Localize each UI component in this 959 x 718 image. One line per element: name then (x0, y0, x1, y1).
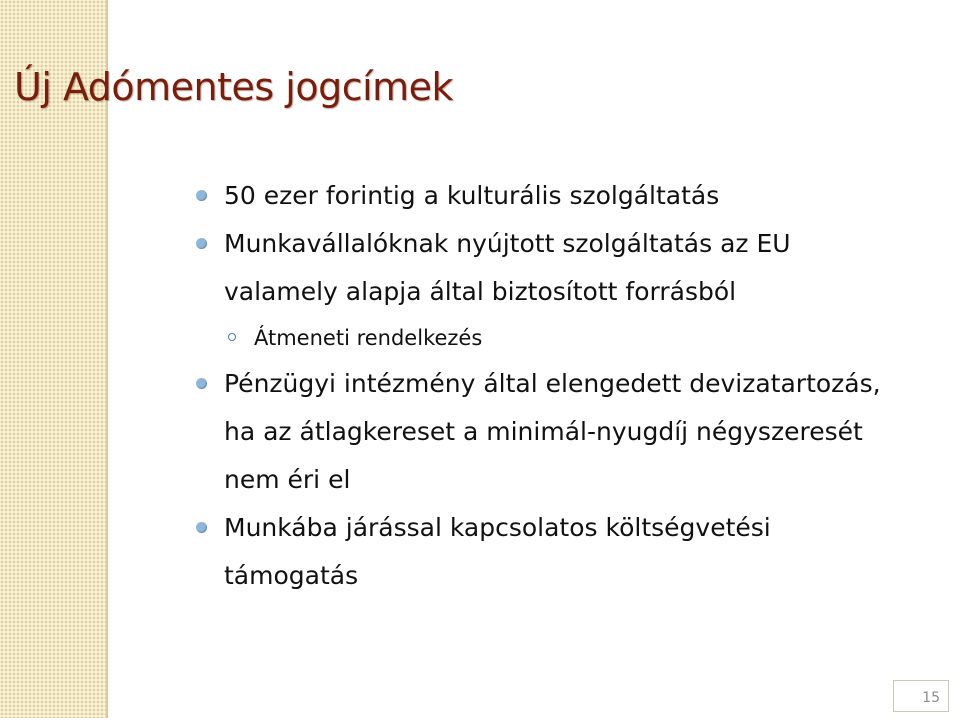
list-item-text: Munkavállalóknak nyújtott szolgáltatás az EU valamely alapja által biztosított forrásból (224, 229, 791, 306)
bullet-icon (196, 522, 207, 533)
bullet-icon (196, 238, 207, 249)
list-item-text: 50 ezer forintig a kulturális szolgáltatás (224, 181, 720, 210)
circle-bullet-icon (228, 333, 236, 341)
list-item-text: Munkába járással kapcsolatos költségvetési támogatás (224, 513, 771, 590)
bullet-icon (196, 190, 207, 201)
page-number-box (893, 680, 949, 712)
list-item (196, 504, 904, 600)
sub-list-item (196, 316, 916, 360)
list-item (196, 220, 904, 316)
sub-list-item-text: Átmeneti rendelkezés (254, 326, 483, 350)
list-item (196, 172, 916, 220)
bullet-icon (196, 378, 207, 389)
list-item-text: Pénzügyi intézmény által elengedett devizatartozás, ha az átlagkereset a minimál-nyugdíj négyszeresét nem éri el (224, 369, 881, 494)
page-number: 15 (922, 690, 940, 706)
bullet-list (196, 172, 916, 600)
list-item (196, 360, 904, 504)
slide-title: Új Adómentes jogcímek (14, 65, 454, 109)
